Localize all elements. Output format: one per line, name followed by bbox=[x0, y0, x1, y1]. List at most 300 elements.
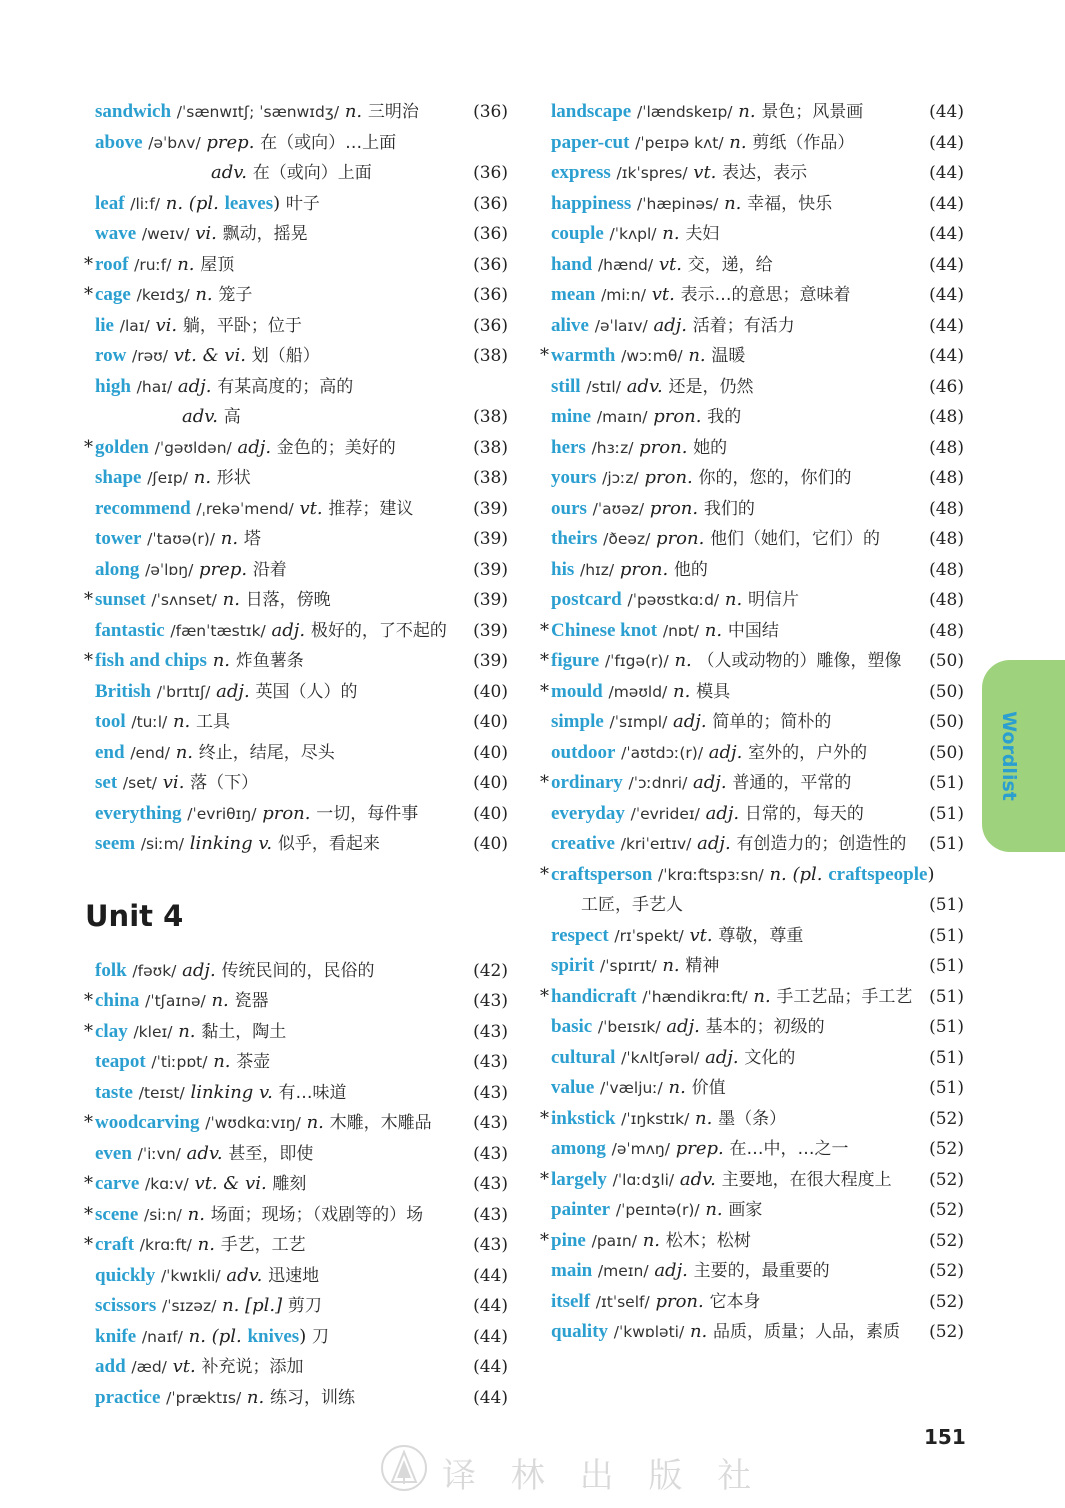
phonetic: /ˈsɪzəz/ bbox=[161, 1297, 217, 1315]
chinese-meaning: 补充说；添加 bbox=[201, 1357, 304, 1377]
phonetic: /ˈkwɪkli/ bbox=[160, 1266, 221, 1285]
optional-word-marker: * bbox=[84, 990, 93, 1011]
chinese-meaning: 瓷器 bbox=[234, 991, 269, 1011]
phonetic: /ˈtʃaɪnə/ bbox=[145, 992, 206, 1010]
part-of-speech: n. bbox=[724, 589, 743, 610]
unit-page-ref: (51) bbox=[929, 1017, 964, 1037]
chinese-meaning: 文化的 bbox=[744, 1047, 796, 1068]
headword: row bbox=[95, 345, 127, 366]
unit-page-ref: (52) bbox=[929, 1139, 964, 1159]
unit-page-ref: (39) bbox=[473, 590, 508, 610]
headword: cage bbox=[95, 284, 131, 305]
entry-text bbox=[95, 829, 380, 860]
phonetic: /ˈevrideɪ/ bbox=[630, 804, 700, 823]
headword: paper-cut bbox=[551, 131, 630, 153]
wordlist-entry bbox=[540, 1226, 970, 1257]
unit-page-ref: (44) bbox=[929, 224, 964, 244]
unit-page-ref: (50) bbox=[929, 681, 964, 702]
phonetic: /meɪn/ bbox=[597, 1262, 649, 1280]
headword: above bbox=[95, 131, 143, 153]
headword: alive bbox=[551, 314, 589, 336]
headword: golden bbox=[95, 436, 149, 458]
entry-text bbox=[551, 219, 719, 250]
headword: sandwich bbox=[95, 101, 172, 122]
unit-page-ref: (43) bbox=[473, 1174, 508, 1194]
optional-word-marker: * bbox=[84, 436, 93, 458]
headword: hers bbox=[551, 436, 586, 458]
wordlist-entry bbox=[84, 433, 514, 464]
wordlist-entry bbox=[540, 433, 970, 464]
wordlist-entry bbox=[84, 341, 514, 372]
wordlist-entry bbox=[84, 956, 514, 987]
phonetic: /tuːl/ bbox=[131, 713, 168, 731]
phonetic: /ˈkʌpl/ bbox=[609, 225, 657, 243]
phonetic: /əˈlaɪv/ bbox=[594, 316, 648, 335]
entry-text bbox=[551, 1073, 726, 1104]
part-of-speech: n. bbox=[187, 1203, 205, 1225]
phonetic: /end/ bbox=[130, 743, 170, 762]
wordlist-entry bbox=[540, 799, 970, 830]
closing-paren: ) bbox=[299, 1325, 307, 1347]
headword: warmth bbox=[551, 345, 616, 366]
headword: quickly bbox=[95, 1264, 156, 1286]
phonetic: /ˈwʊdkɑːvɪŋ/ bbox=[205, 1114, 301, 1132]
entry-text bbox=[551, 250, 773, 281]
chinese-meaning: 在（或向）…上面 bbox=[260, 132, 397, 153]
headword: creative bbox=[551, 833, 615, 854]
entry-text bbox=[551, 1012, 825, 1043]
part-of-speech: linking v. bbox=[190, 1081, 273, 1103]
phonetic: /hɪz/ bbox=[579, 560, 615, 579]
headword: fish and chips bbox=[95, 650, 207, 671]
wordlist-side-tab bbox=[982, 660, 1065, 852]
phonetic: /əˈmʌŋ/ bbox=[611, 1140, 670, 1158]
part-of-speech: n. bbox=[642, 1229, 661, 1251]
optional-word-marker: * bbox=[84, 650, 93, 671]
part-of-speech: n. (pl. bbox=[165, 192, 219, 214]
chinese-meaning: 塔 bbox=[243, 529, 261, 549]
headword: pine bbox=[551, 1229, 586, 1251]
wordlist-entry bbox=[84, 1169, 514, 1200]
entry-text bbox=[551, 1226, 751, 1257]
unit-page-ref: (48) bbox=[929, 498, 964, 519]
part-of-speech: n. bbox=[688, 345, 706, 366]
entry-text bbox=[95, 799, 418, 830]
optional-word-marker: * bbox=[540, 345, 549, 366]
entry-text bbox=[95, 1383, 355, 1414]
unit-page-ref: (39) bbox=[473, 620, 508, 641]
headword: leaf bbox=[95, 192, 125, 214]
entry-text bbox=[95, 1078, 347, 1109]
wordlist-entry bbox=[84, 250, 514, 281]
chinese-meaning: 茶壶 bbox=[236, 1052, 271, 1072]
headword: largely bbox=[551, 1168, 607, 1190]
chinese-meaning: 精神 bbox=[685, 956, 720, 976]
phonetic: /ˈlɑːdʒli/ bbox=[612, 1170, 675, 1189]
wordlist-entry bbox=[84, 555, 514, 586]
wordlist-entry bbox=[84, 1017, 514, 1048]
part-of-speech: n. bbox=[344, 101, 363, 122]
wordlist-left-column bbox=[84, 97, 514, 1413]
headword: taste bbox=[95, 1081, 133, 1103]
wordlist-entry bbox=[84, 1291, 514, 1322]
phonetic: /fəʊk/ bbox=[132, 961, 177, 980]
entry-text bbox=[95, 1322, 329, 1353]
headword: even bbox=[95, 1142, 132, 1164]
entry-text bbox=[551, 189, 832, 220]
phonetic: /ruːf/ bbox=[134, 255, 172, 274]
unit-page-ref: (44) bbox=[929, 315, 964, 336]
phonetic: /stɪl/ bbox=[586, 377, 621, 396]
chinese-meaning: 雕刻 bbox=[272, 1174, 307, 1194]
unit-heading: Unit 4 bbox=[85, 898, 184, 933]
part-of-speech: adv. bbox=[679, 1168, 716, 1190]
headword: mould bbox=[551, 680, 603, 702]
entry-text bbox=[95, 1017, 286, 1048]
unit-page-ref: (44) bbox=[929, 132, 964, 153]
wordlist-entry bbox=[540, 951, 970, 982]
entry-text bbox=[95, 524, 261, 555]
entry-text bbox=[95, 433, 396, 464]
part-of-speech: vt. bbox=[651, 284, 675, 305]
phonetic: /wɔːmθ/ bbox=[621, 347, 683, 365]
wordlist-entry bbox=[540, 1195, 970, 1226]
headword: theirs bbox=[551, 528, 598, 549]
headword: shape bbox=[95, 467, 142, 488]
headword: ordinary bbox=[551, 772, 623, 793]
optional-word-marker: * bbox=[84, 1173, 93, 1194]
phonetic: /liːf/ bbox=[130, 194, 161, 213]
entry-text bbox=[95, 646, 304, 677]
phonetic: /ˈvæljuː/ bbox=[600, 1079, 663, 1097]
headword: along bbox=[95, 558, 140, 580]
entry-text bbox=[551, 1195, 762, 1226]
entry-text bbox=[551, 463, 852, 494]
wordlist-entry bbox=[540, 97, 970, 128]
unit-page-ref: (44) bbox=[473, 1326, 508, 1347]
headword: everything bbox=[95, 802, 182, 824]
unit-page-ref: (51) bbox=[929, 1047, 964, 1068]
side-tab-label: Wordlist bbox=[998, 711, 1020, 801]
chinese-meaning: 一切，每件事 bbox=[316, 803, 419, 824]
headword: mean bbox=[551, 284, 596, 305]
chinese-meaning: （人或动物的）雕像，塑像 bbox=[697, 651, 902, 671]
chinese-meaning: 黏土，陶土 bbox=[201, 1021, 287, 1042]
unit-page-ref: (40) bbox=[473, 803, 508, 824]
part-of-speech: vt. bbox=[689, 924, 713, 946]
phonetic: /rɪˈspekt/ bbox=[614, 926, 684, 945]
part-of-speech: adj. bbox=[666, 1016, 700, 1037]
phonetic: /ˈsænwɪtʃ; ˈsænwɪdʒ/ bbox=[176, 103, 340, 121]
part-of-speech: n. bbox=[195, 284, 213, 305]
optional-word-marker: * bbox=[540, 1168, 549, 1190]
part-of-speech: adv. bbox=[226, 1264, 263, 1286]
wordlist-entry bbox=[84, 799, 514, 830]
part-of-speech: adj. bbox=[216, 680, 250, 702]
unit-page-ref: (40) bbox=[473, 773, 508, 793]
phonetic: /ˈspɪrɪt/ bbox=[600, 957, 657, 975]
unit-page-ref: (44) bbox=[473, 1265, 508, 1286]
chinese-meaning: 终止，结尾，尽头 bbox=[198, 742, 335, 763]
section-gap bbox=[84, 860, 514, 882]
headword: itself bbox=[551, 1290, 591, 1312]
phonetic: /ˈaʊtdɔː(r)/ bbox=[621, 743, 704, 762]
entry-text bbox=[95, 986, 269, 1017]
unit-page-ref: (44) bbox=[929, 102, 964, 122]
headword: scene bbox=[95, 1203, 139, 1225]
unit-page-ref: (40) bbox=[473, 712, 508, 732]
phonetic: /əˈbʌv/ bbox=[148, 133, 201, 152]
wordlist-entry bbox=[84, 402, 514, 433]
wordlist-entry bbox=[84, 1078, 514, 1109]
unit-page-ref: (51) bbox=[929, 895, 964, 915]
part-of-speech: n. bbox=[222, 589, 240, 610]
phonetic: /ˈpeɪntə(r)/ bbox=[615, 1201, 700, 1219]
unit-page-ref: (43) bbox=[473, 1235, 508, 1255]
chinese-meaning: 形状 bbox=[216, 468, 251, 488]
closing-paren: ) bbox=[927, 863, 935, 885]
headword: basic bbox=[551, 1016, 593, 1037]
unit-page-ref: (36) bbox=[473, 102, 508, 122]
phonetic: /kɑːv/ bbox=[145, 1175, 189, 1193]
chinese-meaning: 躺，平卧；位于 bbox=[182, 315, 302, 336]
entry-text bbox=[95, 738, 335, 769]
chinese-meaning: 叶子 bbox=[285, 193, 320, 214]
unit-page-ref: (36) bbox=[473, 224, 508, 244]
headword: set bbox=[95, 772, 118, 793]
phonetic: /maɪn/ bbox=[596, 408, 648, 426]
unit-page-ref: (36) bbox=[473, 254, 508, 275]
phonetic: /ˈsʌnset/ bbox=[151, 591, 217, 609]
unit-page-ref: (51) bbox=[929, 803, 964, 824]
unit-page-ref: (39) bbox=[473, 529, 508, 549]
chinese-meaning: 墨（条） bbox=[718, 1108, 787, 1129]
wordlist-entry bbox=[540, 128, 970, 159]
wordlist-entry bbox=[540, 524, 970, 555]
phonetic: /ˈhændikrɑːft/ bbox=[642, 987, 748, 1006]
page-number: 151 bbox=[924, 1425, 966, 1449]
optional-word-marker: * bbox=[84, 589, 93, 610]
headword: recommend bbox=[95, 497, 191, 519]
part-of-speech: n. bbox=[211, 990, 229, 1011]
chinese-meaning: 英国（人）的 bbox=[255, 681, 358, 702]
unit-page-ref: (44) bbox=[473, 1387, 508, 1408]
entry-text bbox=[551, 280, 851, 311]
part-of-speech: vi. bbox=[195, 223, 217, 244]
entry-text bbox=[551, 646, 902, 677]
part-of-speech: adj. bbox=[705, 1046, 739, 1068]
part-of-speech: adv. bbox=[626, 375, 663, 397]
entry-text bbox=[551, 1134, 848, 1165]
headword: express bbox=[551, 162, 611, 183]
wordlist-entry bbox=[540, 372, 970, 403]
phonetic: /weɪv/ bbox=[141, 225, 190, 243]
wordlist-entry bbox=[84, 280, 514, 311]
headword: roof bbox=[95, 253, 129, 275]
part-of-speech: n. bbox=[172, 711, 191, 732]
entry-text bbox=[551, 707, 831, 738]
optional-word-marker: * bbox=[540, 619, 549, 641]
wordlist-entry bbox=[540, 890, 970, 921]
entry-text bbox=[95, 250, 234, 281]
headword: mine bbox=[551, 406, 592, 427]
part-of-speech: n. bbox=[178, 1020, 196, 1042]
entry-text bbox=[95, 1169, 306, 1200]
part-of-speech: n. bbox=[674, 650, 692, 671]
entry-text bbox=[182, 402, 241, 433]
part-of-speech: pron. bbox=[653, 406, 702, 427]
chinese-meaning: 他的 bbox=[673, 559, 708, 580]
part-of-speech: n. bbox=[177, 253, 195, 275]
phonetic: /fænˈtæstɪk/ bbox=[170, 621, 266, 640]
headword: British bbox=[95, 680, 151, 702]
optional-word-marker: * bbox=[540, 772, 549, 793]
phonetic: /ˈpeɪpə kʌt/ bbox=[635, 133, 724, 152]
unit-page-ref: (52) bbox=[929, 1291, 964, 1312]
entry-text bbox=[95, 280, 252, 311]
unit-page-ref: (51) bbox=[929, 834, 964, 854]
wordlist-entry bbox=[84, 1322, 514, 1353]
wordlist-entry bbox=[540, 1043, 970, 1074]
part-of-speech: adj. bbox=[237, 436, 272, 458]
headword: everyday bbox=[551, 802, 625, 824]
phonetic: /ˈsɪmpl/ bbox=[609, 713, 668, 731]
entry-text bbox=[95, 128, 396, 159]
wordlist-entry bbox=[84, 1261, 514, 1292]
headword: clay bbox=[95, 1020, 128, 1042]
phonetic: /ˈevriθɪŋ/ bbox=[187, 804, 257, 823]
chinese-meaning: 画家 bbox=[728, 1200, 763, 1220]
chinese-meaning: 飘动，摇晃 bbox=[222, 224, 308, 244]
unit-page-ref: (52) bbox=[929, 1261, 964, 1281]
phonetic: /ˈlændskeɪp/ bbox=[636, 103, 733, 121]
headword: practice bbox=[95, 1386, 161, 1408]
part-of-speech: n. bbox=[193, 467, 212, 488]
part-of-speech: prep. bbox=[199, 558, 248, 580]
headword: painter bbox=[551, 1199, 611, 1220]
part-of-speech: vt. & vi. bbox=[173, 345, 246, 366]
unit-page-ref: (48) bbox=[929, 407, 964, 427]
entry-text bbox=[95, 1108, 432, 1139]
headword: still bbox=[551, 375, 581, 397]
headword: add bbox=[95, 1356, 126, 1377]
unit-page-ref: (52) bbox=[929, 1322, 964, 1342]
headword: hand bbox=[551, 253, 593, 275]
phonetic: /ˈbrɪtɪʃ/ bbox=[156, 682, 211, 701]
unit-page-ref: (40) bbox=[473, 681, 508, 702]
unit-page-ref: (52) bbox=[929, 1169, 964, 1190]
headword: among bbox=[551, 1138, 606, 1159]
entry-text bbox=[551, 128, 854, 159]
phonetic: /hænd/ bbox=[597, 255, 654, 274]
part-of-speech: vt. bbox=[693, 162, 717, 183]
entry-text bbox=[95, 585, 331, 616]
chinese-meaning: 极好的，了不起的 bbox=[310, 620, 447, 641]
headword: high bbox=[95, 375, 131, 397]
optional-word-marker: * bbox=[540, 1107, 549, 1129]
chinese-meaning: 工匠，手艺人 bbox=[581, 895, 683, 915]
part-of-speech: adj. bbox=[653, 314, 688, 336]
headword: end bbox=[95, 741, 125, 763]
headword: outdoor bbox=[551, 741, 616, 763]
unit-page-ref: (48) bbox=[929, 437, 964, 458]
part-of-speech: n. (pl. bbox=[188, 1325, 242, 1347]
entry-text bbox=[551, 616, 779, 647]
wordlist-entry bbox=[84, 1230, 514, 1261]
entry-text bbox=[551, 1043, 795, 1074]
wordlist-entry bbox=[540, 1104, 970, 1135]
headword: sunset bbox=[95, 589, 146, 610]
phonetic: /ðeəz/ bbox=[603, 530, 651, 548]
chinese-meaning: 活着；有活力 bbox=[692, 315, 795, 336]
part-of-speech: pron. bbox=[619, 558, 669, 580]
chinese-meaning: 温暖 bbox=[711, 346, 746, 366]
wordlist-right-column bbox=[540, 97, 970, 1348]
headword: cultural bbox=[551, 1046, 616, 1068]
unit-page-ref: (52) bbox=[929, 1230, 964, 1251]
wordlist-entry bbox=[540, 494, 970, 525]
phonetic: /ɪtˈself/ bbox=[595, 1292, 650, 1311]
chinese-meaning: 我的 bbox=[707, 407, 742, 427]
headword: woodcarving bbox=[95, 1112, 200, 1133]
headword: Chinese knot bbox=[551, 619, 658, 641]
chinese-meaning: 在…中，…之一 bbox=[729, 1139, 849, 1159]
chinese-meaning: 有…味道 bbox=[278, 1082, 347, 1103]
entry-text bbox=[95, 311, 302, 342]
wordlist-entry bbox=[84, 738, 514, 769]
entry-text bbox=[551, 951, 719, 982]
wordlist-entry bbox=[84, 494, 514, 525]
part-of-speech: n. bbox=[724, 192, 742, 214]
headword: wave bbox=[95, 223, 137, 244]
unit-page-ref: (50) bbox=[929, 742, 964, 763]
phonetic: /ˈhæpinəs/ bbox=[637, 194, 719, 213]
plural-headword: knives bbox=[247, 1325, 300, 1347]
part-of-speech: linking v. bbox=[189, 833, 273, 854]
part-of-speech: prep. bbox=[675, 1138, 724, 1159]
unit-page-ref: (43) bbox=[473, 991, 508, 1011]
part-of-speech: n. bbox=[689, 1321, 708, 1342]
unit-page-ref: (44) bbox=[929, 193, 964, 214]
chinese-meaning: 甚至，即使 bbox=[228, 1143, 314, 1164]
part-of-speech: n. bbox=[668, 1077, 686, 1098]
headword: handicraft bbox=[551, 985, 637, 1007]
phonetic: /ˈkwɒləti/ bbox=[613, 1323, 685, 1341]
entry-text bbox=[551, 860, 934, 891]
wordlist-entry bbox=[540, 555, 970, 586]
phonetic: /teɪst/ bbox=[138, 1083, 185, 1102]
chinese-meaning: 手工艺品；手工艺 bbox=[776, 986, 913, 1007]
phonetic: /ˈkʌltʃərəl/ bbox=[621, 1048, 700, 1067]
phonetic: /ˈiːvn/ bbox=[137, 1144, 181, 1163]
entry-text bbox=[551, 97, 863, 128]
headword: folk bbox=[95, 959, 127, 981]
chinese-meaning: 表示…的意思；意味着 bbox=[680, 285, 851, 305]
chinese-meaning: 室外的，户外的 bbox=[748, 742, 868, 763]
headword: quality bbox=[551, 1321, 609, 1342]
chinese-meaning: 尊敬，尊重 bbox=[718, 925, 804, 946]
entry-text bbox=[95, 219, 308, 250]
entry-text bbox=[551, 1287, 760, 1318]
unit-page-ref: (48) bbox=[929, 559, 964, 580]
wordlist-entry bbox=[84, 128, 514, 159]
part-of-speech: adv. bbox=[182, 406, 219, 427]
chinese-meaning: 松木；松树 bbox=[665, 1230, 751, 1251]
phonetic: /ˈɪŋkstɪk/ bbox=[621, 1109, 690, 1128]
entry-text bbox=[95, 1291, 322, 1322]
wordlist-entry bbox=[84, 1352, 514, 1383]
wordlist-entry bbox=[84, 1108, 514, 1139]
